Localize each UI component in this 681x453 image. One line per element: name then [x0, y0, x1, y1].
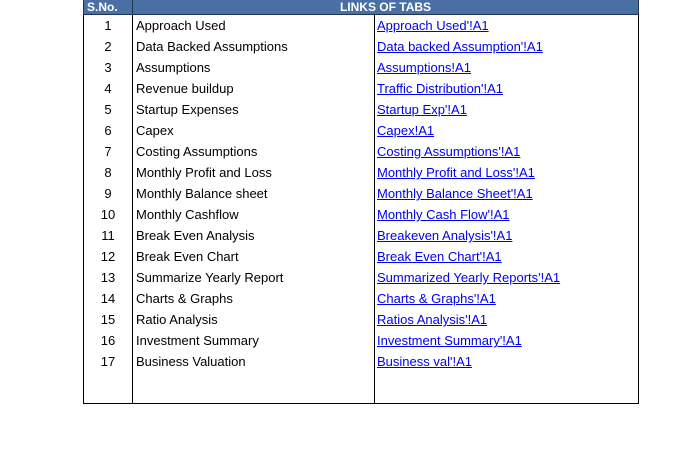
tab-hyperlink[interactable]: Capex!A1 [377, 123, 435, 138]
row-number-cell: 8 [84, 162, 133, 183]
tab-link-cell [375, 246, 639, 267]
tab-link-cell [375, 309, 639, 330]
sno-header: S.No. [84, 0, 133, 15]
tab-link-cell [375, 57, 639, 78]
empty-filler-row [84, 372, 639, 404]
tab-name-cell: Capex [133, 120, 375, 141]
tab-name-cell: Startup Expenses [133, 99, 375, 120]
row-number-cell: 10 [84, 204, 133, 225]
tab-hyperlink[interactable]: Ratios Analysis'!A1 [377, 312, 488, 327]
tab-link-cell [375, 267, 639, 288]
links-of-tabs-sheet [83, 0, 638, 404]
table-row [84, 246, 639, 267]
table-row [84, 309, 639, 330]
row-number-cell: 9 [84, 183, 133, 204]
row-number-cell: 5 [84, 99, 133, 120]
table-row [84, 204, 639, 225]
tab-name-cell: Ratio Analysis [133, 309, 375, 330]
tab-hyperlink[interactable]: Assumptions!A1 [377, 60, 471, 75]
tab-link-cell [375, 162, 639, 183]
table-row [84, 57, 639, 78]
row-number-cell: 13 [84, 267, 133, 288]
row-number-cell: 15 [84, 309, 133, 330]
tab-hyperlink[interactable]: Costing Assumptions'!A1 [377, 144, 521, 159]
tab-hyperlink[interactable]: Breakeven Analysis'!A1 [377, 228, 513, 243]
tab-name-cell: Charts & Graphs [133, 288, 375, 309]
tab-hyperlink[interactable]: Break Even Chart'!A1 [377, 249, 502, 264]
tab-name-cell: Monthly Cashflow [133, 204, 375, 225]
tab-hyperlink[interactable]: Summarized Yearly Reports'!A1 [377, 270, 561, 285]
tab-link-cell [375, 99, 639, 120]
tab-link-cell [375, 204, 639, 225]
table-row [84, 15, 639, 37]
tab-link-cell [375, 141, 639, 162]
tab-hyperlink[interactable]: Traffic Distribution'!A1 [377, 81, 504, 96]
tab-name-cell: Approach Used [133, 15, 375, 37]
tab-link-cell [375, 288, 639, 309]
table-row [84, 267, 639, 288]
tab-name-cell: Monthly Balance sheet [133, 183, 375, 204]
tab-hyperlink[interactable]: Monthly Balance Sheet'!A1 [377, 186, 533, 201]
row-number-cell: 4 [84, 78, 133, 99]
tab-hyperlink[interactable]: Charts & Graphs'!A1 [377, 291, 496, 306]
tab-name-cell: Break Even Chart [133, 246, 375, 267]
tab-name-cell: Investment Summary [133, 330, 375, 351]
table-row [84, 225, 639, 246]
table-row [84, 78, 639, 99]
row-number-cell: 7 [84, 141, 133, 162]
tab-link-cell [375, 36, 639, 57]
row-number-cell: 2 [84, 36, 133, 57]
row-number-cell: 1 [84, 15, 133, 37]
row-number-cell: 14 [84, 288, 133, 309]
tab-hyperlink[interactable]: Approach Used'!A1 [377, 18, 489, 33]
tab-link-cell [375, 78, 639, 99]
row-number-cell: 17 [84, 351, 133, 372]
empty-cell [84, 372, 133, 404]
row-number-cell: 11 [84, 225, 133, 246]
tab-link-cell [375, 15, 639, 37]
tab-name-cell: Business Valuation [133, 351, 375, 372]
row-number-cell: 6 [84, 120, 133, 141]
tab-name-cell: Assumptions [133, 57, 375, 78]
tab-name-cell: Revenue buildup [133, 78, 375, 99]
table-row [84, 183, 639, 204]
tab-name-cell: Break Even Analysis [133, 225, 375, 246]
tab-link-cell [375, 120, 639, 141]
links-table [83, 0, 639, 404]
tab-name-cell: Data Backed Assumptions [133, 36, 375, 57]
table-row [84, 99, 639, 120]
table-row [84, 141, 639, 162]
table-row [84, 162, 639, 183]
tab-hyperlink[interactable]: Data backed Assumption'!A1 [377, 39, 543, 54]
links-of-tabs-header: LINKS OF TABS [133, 0, 639, 15]
tab-link-cell [375, 183, 639, 204]
tab-hyperlink[interactable]: Startup Exp'!A1 [377, 102, 467, 117]
tab-name-cell: Costing Assumptions [133, 141, 375, 162]
tab-hyperlink[interactable]: Investment Summary'!A1 [377, 333, 522, 348]
row-number-cell: 12 [84, 246, 133, 267]
row-number-cell: 3 [84, 57, 133, 78]
table-row [84, 351, 639, 372]
table-header-row [84, 0, 639, 15]
tab-name-cell: Summarize Yearly Report [133, 267, 375, 288]
table-row [84, 120, 639, 141]
empty-cell [375, 372, 639, 404]
tab-hyperlink[interactable]: Monthly Profit and Loss'!A1 [377, 165, 535, 180]
tab-link-cell [375, 330, 639, 351]
row-number-cell: 16 [84, 330, 133, 351]
tab-hyperlink[interactable]: Business val'!A1 [377, 354, 472, 369]
table-row [84, 36, 639, 57]
tab-link-cell [375, 225, 639, 246]
table-body [84, 15, 639, 404]
empty-cell [133, 372, 375, 404]
table-row [84, 330, 639, 351]
tab-name-cell: Monthly Profit and Loss [133, 162, 375, 183]
table-row [84, 288, 639, 309]
tab-hyperlink[interactable]: Monthly Cash Flow'!A1 [377, 207, 510, 222]
tab-link-cell [375, 351, 639, 372]
